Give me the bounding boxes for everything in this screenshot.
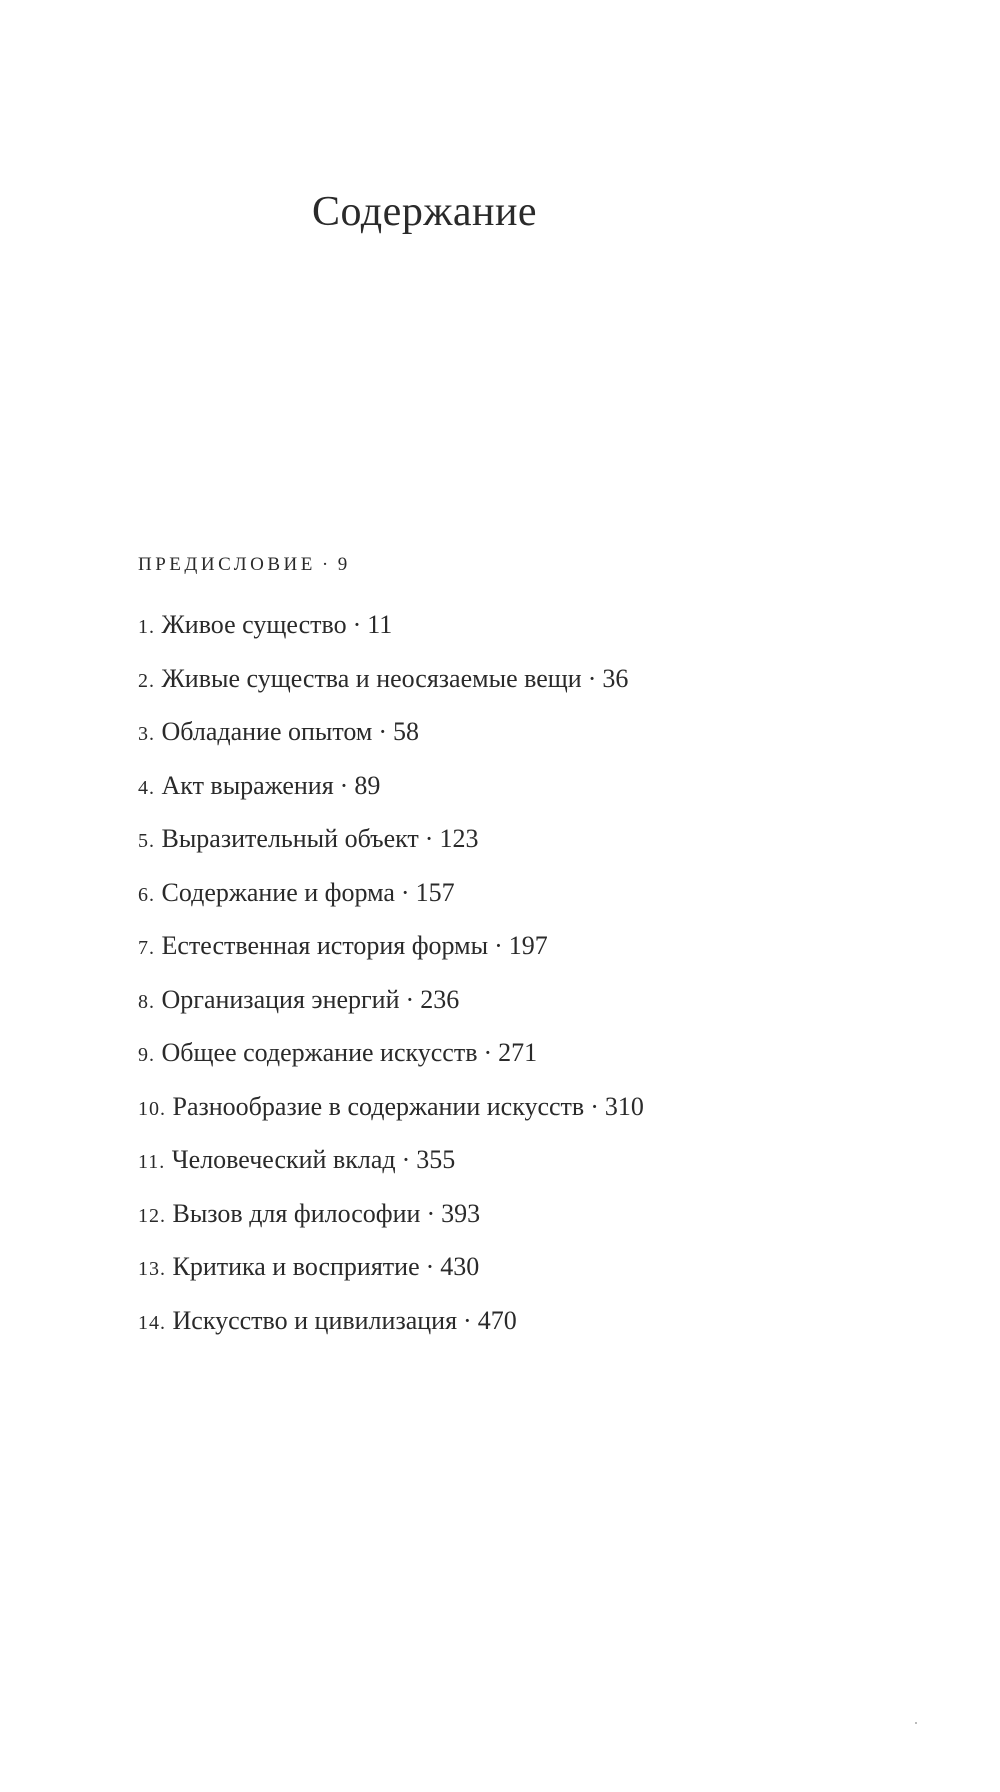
toc-preface[interactable] (138, 545, 644, 605)
toc-separator: · (401, 1145, 411, 1174)
toc-page-number: 236 (420, 984, 460, 1014)
toc-entry[interactable] (138, 980, 644, 1034)
chapter-title: Содержание и форма (161, 877, 395, 907)
toc-separator: · (352, 610, 362, 639)
toc-page-number: 11 (367, 610, 393, 639)
chapter-title: Выразительный объект (161, 824, 419, 853)
toc-separator: · (426, 1198, 436, 1228)
chapter-title: Естественная история формы (161, 931, 489, 960)
chapter-title: Обладание опытом (161, 717, 373, 746)
chapter-number: 5. (138, 830, 155, 852)
chapter-title: Акт выражения (161, 770, 334, 800)
toc-separator: · (339, 770, 349, 800)
toc-entry[interactable] (138, 1033, 644, 1087)
toc-separator: · (590, 1091, 599, 1121)
table-of-contents (138, 545, 644, 1354)
toc-entry[interactable] (138, 1194, 644, 1248)
chapter-number: 2. (138, 669, 155, 692)
toc-page-number: 470 (477, 1305, 517, 1335)
toc-page-number: 197 (508, 931, 548, 960)
toc-entry[interactable] (138, 819, 644, 873)
toc-entry[interactable] (138, 659, 644, 713)
chapter-title: Критика и восприятие (172, 1252, 420, 1281)
toc-separator: · (405, 984, 415, 1014)
chapter-title: Вызов для философии (172, 1198, 421, 1228)
toc-page-number: 58 (393, 717, 420, 746)
toc-separator: · (425, 1252, 435, 1281)
toc-page-number: 123 (439, 824, 479, 853)
toc-separator: · (463, 1305, 472, 1335)
toc-entry[interactable] (138, 873, 644, 927)
toc-preface-label: ПРЕДИСЛОВИЕ (138, 554, 316, 575)
chapter-title: Живые существа и неосязаемые вещи (161, 663, 582, 693)
chapter-number: 7. (138, 937, 155, 959)
chapter-number: 6. (138, 883, 155, 906)
toc-page-number: 355 (416, 1145, 456, 1174)
toc-separator: · (494, 931, 503, 960)
chapter-number: 12. (138, 1204, 166, 1227)
chapter-title: Разнообразие в содержании искусств (172, 1091, 585, 1121)
chapter-title: Общее содержание искусств (161, 1038, 478, 1067)
toc-separator: · (400, 877, 410, 907)
chapter-title: Искусство и цивилизация (172, 1305, 458, 1335)
chapter-number: 11. (138, 1151, 166, 1173)
chapter-number: 10. (138, 1097, 166, 1120)
toc-entry[interactable] (138, 1247, 644, 1301)
chapter-number: 9. (138, 1044, 155, 1066)
toc-separator: · (424, 824, 434, 853)
toc-separator: · (378, 717, 388, 746)
toc-page-number: 89 (354, 770, 381, 800)
chapter-number: 13. (138, 1258, 166, 1280)
toc-entry[interactable] (138, 926, 644, 980)
chapter-number: 8. (138, 990, 155, 1013)
chapter-number: 3. (138, 723, 155, 745)
chapter-title: Живое существо (161, 610, 347, 639)
page-title: Содержание (312, 189, 538, 235)
toc-page-number: 271 (498, 1038, 538, 1067)
toc-page-number: 393 (441, 1198, 481, 1228)
chapter-number: 14. (138, 1311, 166, 1334)
page-speck (915, 1722, 917, 1724)
toc-page-number: 9 (337, 554, 351, 575)
chapter-number: 4. (138, 776, 155, 799)
chapter-title: Человеческий вклад (171, 1145, 396, 1174)
toc-separator: · (321, 554, 332, 575)
toc-entry[interactable] (138, 766, 644, 820)
toc-page-number: 310 (604, 1091, 644, 1121)
toc-page-number: 36 (602, 663, 629, 693)
chapter-number: 1. (138, 616, 155, 638)
toc-entry[interactable] (138, 712, 644, 766)
toc-entry[interactable] (138, 605, 644, 659)
toc-page-number: 157 (415, 877, 455, 907)
toc-entry[interactable] (138, 1087, 644, 1141)
chapter-title: Организация энергий (161, 984, 400, 1014)
toc-page-number: 430 (440, 1252, 480, 1281)
toc-entry[interactable] (138, 1140, 644, 1194)
toc-separator: · (587, 663, 597, 693)
toc-separator: · (483, 1038, 493, 1067)
toc-entry[interactable] (138, 1301, 644, 1355)
